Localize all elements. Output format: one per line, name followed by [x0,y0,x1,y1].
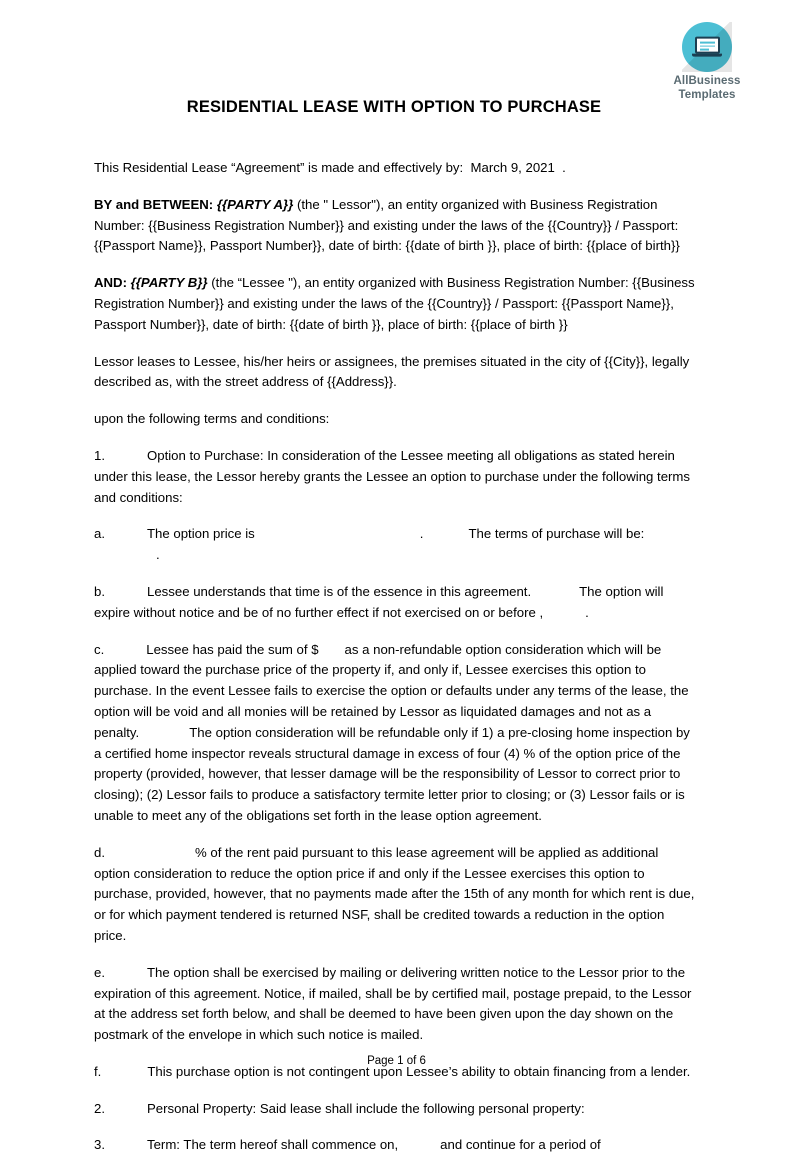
clause-b-number: b. [94,583,105,599]
clause-c-text-3: The option consideration will be refundable only if 1) a pre-closing home inspection by a certified home inspector reveals structural damage in excess of four (4) % of the option price of the property (provided, however, that lesser damage will be the responsibility of Lessor to correct prior to closing); (2) Lessor fails to produce a satisfactory termite letter prior to closing; or (3) Lessor fails or is unable to meet any of the obligations set forth in the lease option agreement. [94,724,690,823]
clause-1 [94,446,696,508]
clause-f-text: This purchase option is not contingent upon Lessee’s ability to obtain financing from a lender. [147,1063,691,1079]
page-footer: Page 1 of 6 [367,1055,426,1067]
brand-name-line2: Templates [678,88,736,101]
clause-2-number: 2. [94,1100,105,1116]
brand-name-line1: AllBusiness [673,75,741,87]
clause-a-text-4: . [156,547,160,563]
clause-b [94,582,696,624]
clause-3-text-2: and continue for a period of [440,1137,601,1153]
intro-date: March 9, 2021 [470,160,555,175]
clause-e-text: The option shall be exercised by mailing or delivering written notice to the Lessor prior to the expiration of this agreement. Notice, if mailed, shall be by certified mail, postage prepaid, to the Lessor at the address set forth below, and shall be deemed to have been given upon the day shown on the postmark of the envelope in which such notice is mailed. [94,964,692,1043]
party-b-token: {{PARTY B}} [130,275,208,291]
intro-suffix: . [562,160,566,175]
clause-2 [94,1099,696,1120]
intro-paragraph [94,158,696,179]
laptop-icon [682,22,732,72]
logo-laptop-glyph [692,37,722,57]
clause-c-text-2: as a non-refundable option consideration which will be applied toward the purchase price of the property if, and only if, Lessee exercises this option to purchase. In the event Lessee fails to exercise the option or defaults under any terms of the lease, the option will be void and all monies will be retained by Lessor as liquidated damages and not as a penalty. [94,641,689,740]
document-body [94,158,696,1172]
clause-a-text-1: The option price is [147,526,255,542]
clause-d-text: % of the rent paid pursuant to this lease agreement will be applied as additional option consideration to reduce the option price if and only if the Lessee exercises this option to purchase, provided, however, that no payments made after the 15th of any month for which rent is due, or for which payment tendered is returned NSF, shall be credited towards a reduction in the option price. [94,844,695,943]
premises-paragraph: Lessor leases to Lessee, his/her heirs or assignees, the premises situated in the city of {{City}}, legally described as, with the street address of {{Address}}. [94,353,690,390]
clause-e-number: e. [94,964,105,980]
clause-d-number: d. [94,844,105,860]
party-b-paragraph [94,273,696,335]
terms-lead-paragraph: upon the following terms and conditions: [94,411,330,427]
party-a-text: (the " Lessor"), an entity organized with Business Registration Number: {{Business Registration Number}} and existing under the laws of the {{Country}} / Passport: {{Passport Name}}, Passport Number}}, date of birth: {{date of birth }}, place of birth: {{place of birth}} [94,196,680,254]
clause-a-text-3: The terms of purchase will be: [468,526,645,542]
clause-b-text-3: . [585,604,589,620]
intro-prefix: This Residential Lease “Agreement” is made and effectively by: [94,160,464,175]
page-title: RESIDENTIAL LEASE WITH OPTION TO PURCHASE [186,98,602,116]
clause-c [94,640,696,827]
clause-2-text: Personal Property: Said lease shall include the following personal property: [147,1100,585,1116]
clause-b-text-2: The option will expire without notice and be of no further effect if not exercised on or before , [94,583,664,620]
clause-c-text-1: Lessee has paid the sum of $ [146,641,319,657]
party-a-paragraph [94,195,696,257]
clause-e [94,963,696,1046]
clause-3-text-1: Term: The term hereof shall commence on, [147,1137,399,1153]
clause-3 [94,1135,696,1156]
clause-1-number: 1. [94,447,105,463]
party-a-label: BY and BETWEEN: [94,196,214,212]
clause-a [94,524,696,566]
clause-f-number: f. [94,1063,102,1079]
party-b-text: (the “Lessee "), an entity organized with Business Registration Number: {{Business Registration Number}} and existing under the laws of the {{Country}} / Passport: {{Passport Name}}, Passport Number}}, date of birth: {{date of birth }}, place of birth: {{place of birth }} [94,275,695,332]
logo-line-1 [700,42,715,44]
clause-d [94,843,696,947]
clause-1-text: Option to Purchase: In consideration of the Lessee meeting all obligations as stated herein under this lease, the Lessor hereby grants the Lessee an option to purchase under the following terms and conditions: [94,447,691,505]
logo-laptop-base [692,54,722,57]
clause-3-number: 3. [94,1137,105,1153]
brand-logo [659,22,755,102]
party-a-token: {{PARTY A}} [216,196,294,212]
party-b-label: AND: [94,275,127,291]
logo-screen [695,37,720,54]
logo-line-3 [700,49,709,51]
clause-b-text-1: Lessee understands that time is of the essence in this agreement. [147,583,532,599]
clause-c-number: c. [94,641,105,657]
logo-line-2 [700,45,715,47]
clause-a-number: a. [94,526,105,542]
clause-a-text-2: . [419,526,424,542]
